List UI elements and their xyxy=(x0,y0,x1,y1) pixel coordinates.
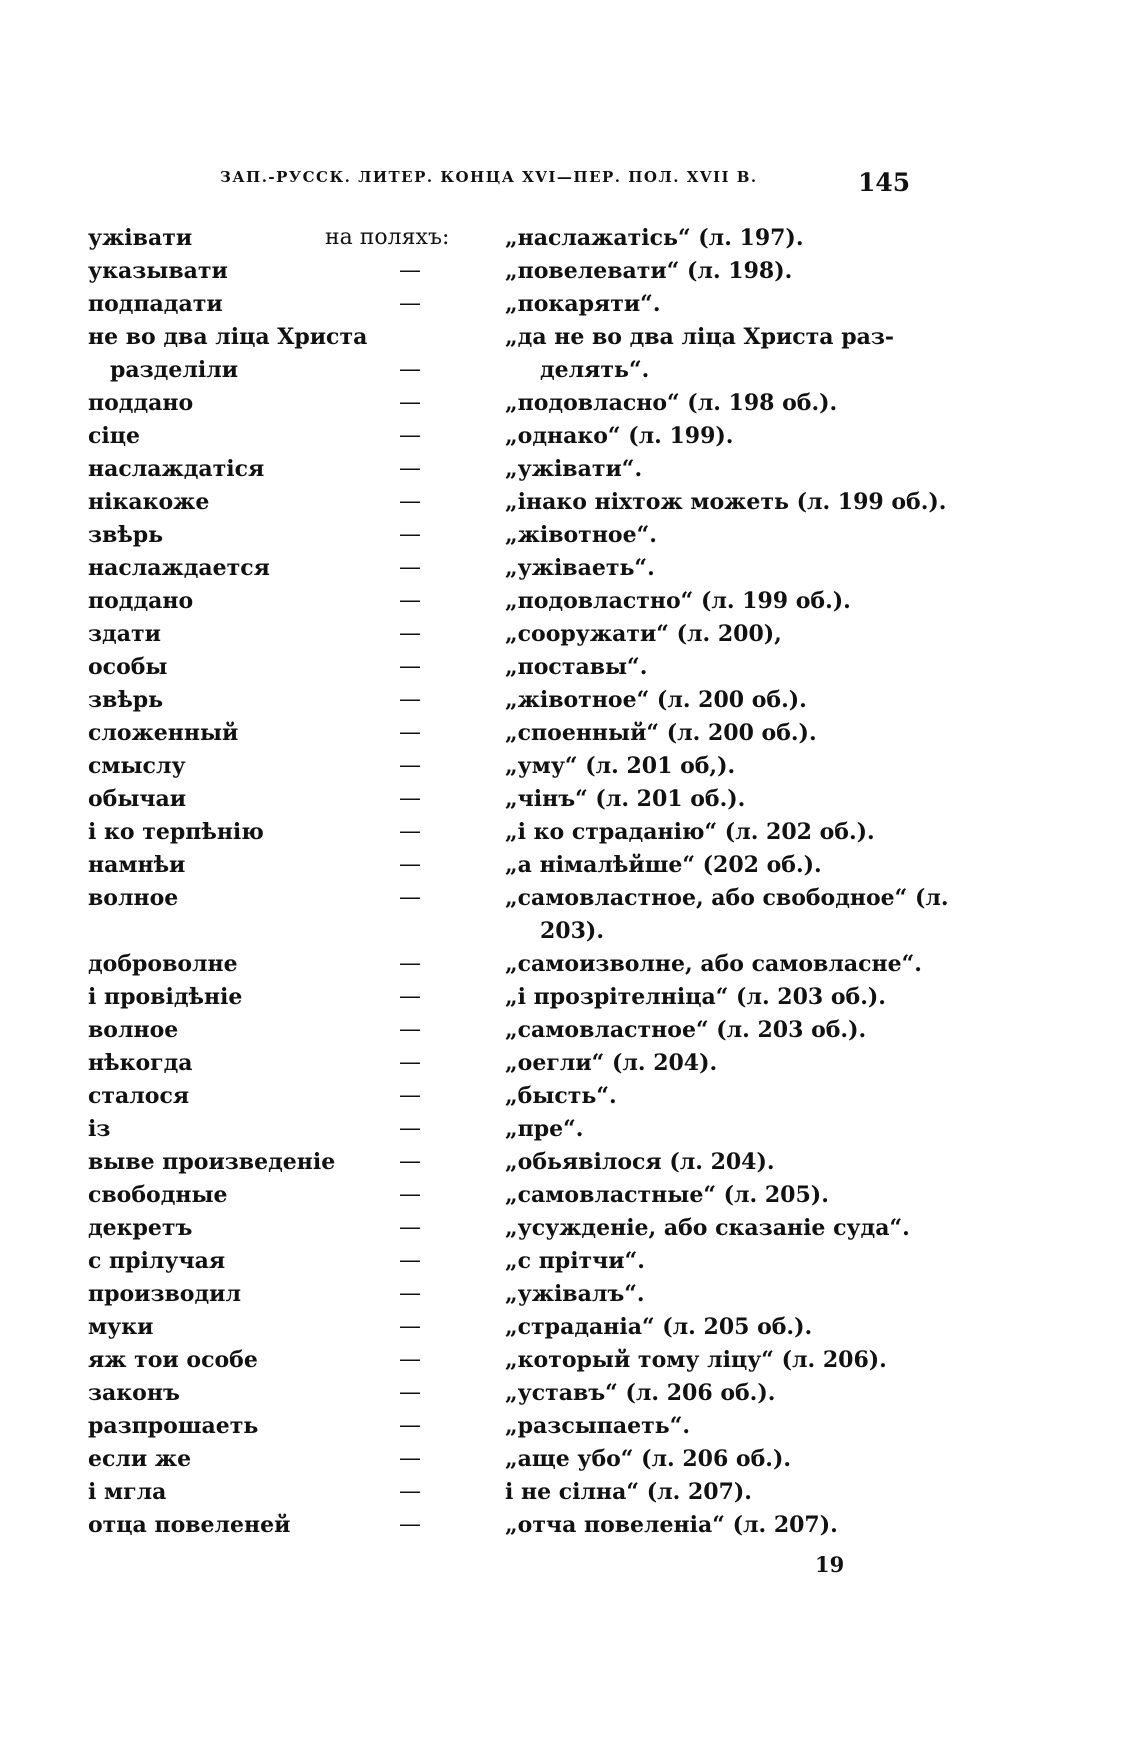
entry-gloss: „і прозрітелніца“ (л. 203 об.). xyxy=(505,984,886,1010)
entry-term: декретъ xyxy=(88,1215,193,1241)
entry-term: наслаждается xyxy=(88,555,270,581)
entry-gloss: „ужівалъ“. xyxy=(505,1281,645,1307)
entry-term: подпадати xyxy=(88,291,223,317)
list-item xyxy=(0,984,1140,1017)
entry-gloss: „однако“ (л. 199). xyxy=(505,423,734,449)
entry-term: наслаждатіся xyxy=(88,456,265,482)
entry-gloss: „который тому ліцу“ (л. 206). xyxy=(505,1347,887,1373)
entry-dash: — xyxy=(399,1083,421,1108)
list-item xyxy=(0,786,1140,819)
entry-gloss: „да не во два ліца Христа раз- xyxy=(505,324,895,350)
entry-gloss: „і ко страданію“ (л. 202 об.). xyxy=(505,819,875,845)
entry-gloss: „жівотное“. xyxy=(505,522,657,548)
page-number: 145 xyxy=(858,168,911,197)
entry-dash: — xyxy=(399,588,421,613)
list-item xyxy=(0,1479,1140,1512)
entry-gloss: „жівотное“ (л. 200 об.). xyxy=(505,687,807,713)
entry-gloss: „страданіа“ (л. 205 об.). xyxy=(505,1314,813,1340)
entry-dash: — xyxy=(399,654,421,679)
list-item xyxy=(0,1017,1140,1050)
entry-dash: — xyxy=(399,1248,421,1273)
entry-term-continuation: разделіли xyxy=(110,357,239,383)
entry-gloss: „с прітчи“. xyxy=(505,1248,645,1274)
entry-gloss-continuation: делять“. xyxy=(540,357,650,383)
marginal-note: на поляхъ: xyxy=(325,225,450,250)
entry-gloss: і не сілна“ (л. 207). xyxy=(505,1479,752,1505)
list-item xyxy=(0,225,1140,258)
entry-term: выве произведеніе xyxy=(88,1149,336,1175)
entry-term: законъ xyxy=(88,1380,180,1406)
entry-gloss: „уму“ (л. 201 об,). xyxy=(505,753,736,779)
glossary-list xyxy=(0,225,1140,1545)
entry-gloss: „самовластные“ (л. 205). xyxy=(505,1182,829,1208)
entry-term: сіце xyxy=(88,423,141,449)
entry-dash: — xyxy=(399,951,421,976)
list-item xyxy=(0,1248,1140,1281)
list-item xyxy=(0,390,1140,423)
entry-term: разпрошаеть xyxy=(88,1413,259,1439)
entry-gloss: „обьявілося (л. 204). xyxy=(505,1149,775,1175)
entry-gloss: „сооружати“ (л. 200), xyxy=(505,621,782,647)
entry-dash: — xyxy=(399,1512,421,1537)
entry-dash: — xyxy=(399,1116,421,1141)
list-item xyxy=(0,1413,1140,1446)
entry-dash: — xyxy=(399,291,421,316)
entry-term: і провідѣніе xyxy=(88,984,243,1010)
entry-gloss: „ужіваеть“. xyxy=(505,555,655,581)
entry-gloss: „споенный“ (л. 200 об.). xyxy=(505,720,817,746)
entry-term: производил xyxy=(88,1281,241,1307)
entry-gloss: „покаряти“. xyxy=(505,291,661,317)
entry-dash: — xyxy=(399,423,421,448)
entry-gloss: „самоизволне, або самовласне“. xyxy=(505,951,922,977)
entry-gloss: „разсыпаеть“. xyxy=(505,1413,691,1439)
entry-dash: — xyxy=(399,258,421,283)
list-item xyxy=(0,1380,1140,1413)
entry-term: і ко терпѣнію xyxy=(88,819,264,845)
entry-dash: — xyxy=(399,1446,421,1471)
entry-dash: — xyxy=(399,720,421,745)
entry-dash: — xyxy=(399,621,421,646)
entry-term: нікакоже xyxy=(88,489,210,515)
list-item xyxy=(0,1149,1140,1182)
entry-dash: — xyxy=(399,819,421,844)
entry-term: указывати xyxy=(88,258,228,284)
entry-dash: — xyxy=(399,1149,421,1174)
list-item xyxy=(0,1314,1140,1347)
entry-gloss: „подовласно“ (л. 198 об.). xyxy=(505,390,838,416)
list-item xyxy=(0,588,1140,621)
entry-term: поддано xyxy=(88,390,194,416)
entry-gloss: „чінъ“ (л. 201 об.). xyxy=(505,786,746,812)
list-item xyxy=(0,621,1140,654)
entry-term: із xyxy=(88,1116,111,1142)
entry-dash: — xyxy=(399,984,421,1009)
entry-term: муки xyxy=(88,1314,154,1340)
entry-dash: — xyxy=(399,357,421,382)
signature-mark: 19 xyxy=(815,1552,845,1577)
entry-dash: — xyxy=(399,1479,421,1504)
list-item xyxy=(0,258,1140,291)
entry-term: намнѣи xyxy=(88,852,186,878)
entry-gloss: „а німалѣйше“ (202 об.). xyxy=(505,852,822,878)
entry-term: яж тои особе xyxy=(88,1347,258,1373)
entry-term: обычаи xyxy=(88,786,187,812)
entry-gloss: „інако ніхтож можеть (л. 199 об.). xyxy=(505,489,947,515)
entry-dash: — xyxy=(399,555,421,580)
entry-dash: — xyxy=(399,1380,421,1405)
entry-term: поддано xyxy=(88,588,194,614)
entry-term: особы xyxy=(88,654,168,680)
entry-term: смыслу xyxy=(88,753,186,779)
list-item xyxy=(0,687,1140,720)
entry-dash: — xyxy=(399,489,421,514)
list-item xyxy=(0,1512,1140,1545)
entry-dash: — xyxy=(399,1413,421,1438)
entry-dash: — xyxy=(399,753,421,778)
entry-gloss: „самовластное“ (л. 203 об.). xyxy=(505,1017,867,1043)
entry-gloss: „ужівати“. xyxy=(505,456,643,482)
entry-term: звѣрь xyxy=(88,522,164,548)
list-item xyxy=(0,1083,1140,1116)
entry-term: сложенный xyxy=(88,720,239,746)
entry-gloss: „наслажатісь“ (л. 197). xyxy=(505,225,804,251)
entry-term: доброволне xyxy=(88,951,238,977)
entry-term: ужівати xyxy=(88,225,193,251)
list-item xyxy=(0,1215,1140,1248)
entry-gloss: „поставы“. xyxy=(505,654,648,680)
entry-dash: — xyxy=(399,885,421,910)
list-item xyxy=(0,885,1140,951)
entry-term: волное xyxy=(88,1017,179,1043)
entry-gloss: „повелевати“ (л. 198). xyxy=(505,258,793,284)
running-head: ЗАП.-РУССК. ЛИТЕР. КОНЦА XVI—ПЕР. ПОЛ. XVII В. xyxy=(220,168,758,186)
entry-gloss: „подовластно“ (л. 199 об.). xyxy=(505,588,851,614)
entry-dash: — xyxy=(399,522,421,547)
list-item xyxy=(0,522,1140,555)
entry-gloss: „усужденіе, або сказаніе суда“. xyxy=(505,1215,910,1241)
entry-dash: — xyxy=(399,1314,421,1339)
entry-term: і мгла xyxy=(88,1479,167,1505)
list-item xyxy=(0,852,1140,885)
list-item xyxy=(0,1050,1140,1083)
entry-dash: — xyxy=(399,1182,421,1207)
list-item xyxy=(0,819,1140,852)
entry-dash: — xyxy=(399,456,421,481)
entry-term: отца повеленей xyxy=(88,1512,291,1538)
list-item xyxy=(0,555,1140,588)
list-item xyxy=(0,291,1140,324)
entry-term: с прілучая xyxy=(88,1248,226,1274)
entry-term: не во два ліца Христа xyxy=(88,324,368,350)
entry-dash: — xyxy=(399,786,421,811)
entry-gloss: „аще убо“ (л. 206 об.). xyxy=(505,1446,792,1472)
entry-term: если же xyxy=(88,1446,192,1472)
entry-dash: — xyxy=(399,1050,421,1075)
entry-dash: — xyxy=(399,390,421,415)
entry-gloss: „оегли“ (л. 204). xyxy=(505,1050,718,1076)
entry-term: звѣрь xyxy=(88,687,164,713)
list-item xyxy=(0,1182,1140,1215)
entry-gloss: „бысть“. xyxy=(505,1083,617,1109)
list-item xyxy=(0,951,1140,984)
entry-dash: — xyxy=(399,1215,421,1240)
list-item xyxy=(0,1281,1140,1314)
entry-dash: — xyxy=(399,1347,421,1372)
entry-gloss-continuation: 203). xyxy=(540,918,604,944)
entry-gloss: „самовластное, або свободное“ (л. xyxy=(505,885,949,911)
entry-gloss: „отча повеленіа“ (л. 207). xyxy=(505,1512,838,1538)
list-item xyxy=(0,1347,1140,1380)
list-item xyxy=(0,324,1140,390)
list-item xyxy=(0,423,1140,456)
list-item xyxy=(0,1446,1140,1479)
entry-gloss: „пре“. xyxy=(505,1116,584,1142)
entry-term: волное xyxy=(88,885,179,911)
entry-term: сталося xyxy=(88,1083,190,1109)
entry-dash: — xyxy=(399,1017,421,1042)
entry-dash: — xyxy=(399,1281,421,1306)
entry-term: свободные xyxy=(88,1182,228,1208)
list-item xyxy=(0,1116,1140,1149)
entry-dash: — xyxy=(399,687,421,712)
list-item xyxy=(0,489,1140,522)
entry-gloss: „уставъ“ (л. 206 об.). xyxy=(505,1380,776,1406)
entry-dash: — xyxy=(399,852,421,877)
list-item xyxy=(0,720,1140,753)
list-item xyxy=(0,654,1140,687)
entry-term: нѣкогда xyxy=(88,1050,193,1076)
entry-term: здати xyxy=(88,621,161,647)
list-item xyxy=(0,753,1140,786)
list-item xyxy=(0,456,1140,489)
